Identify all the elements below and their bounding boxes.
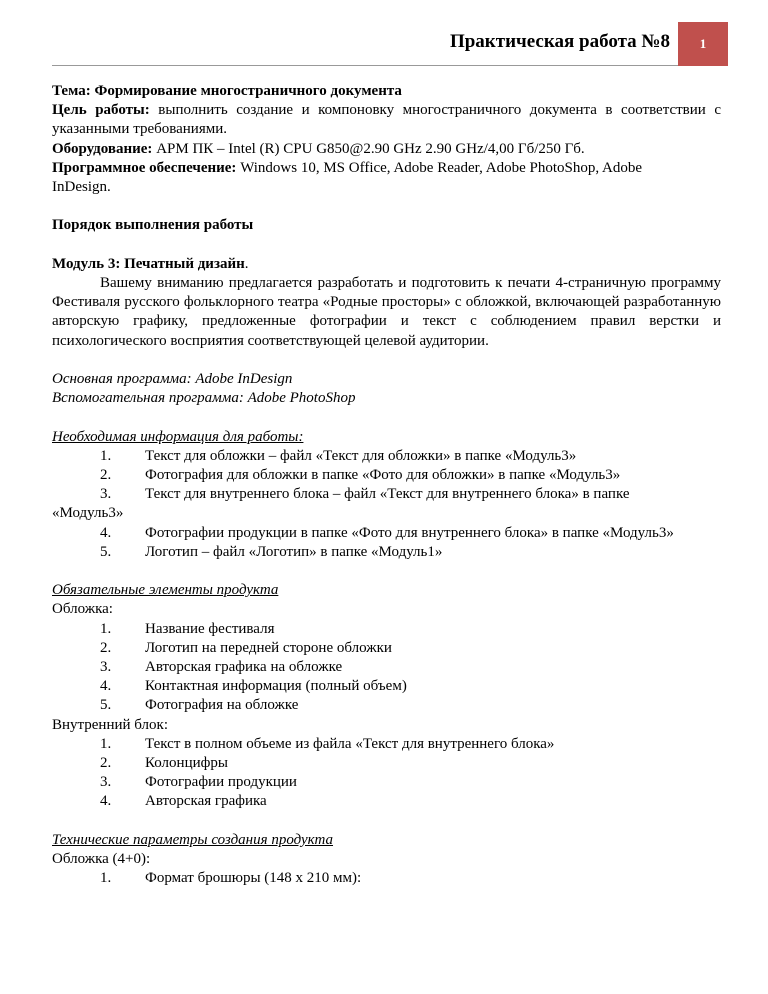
equipment-paragraph bbox=[52, 140, 721, 159]
list-item-text: Авторская графика на обложке bbox=[145, 659, 343, 676]
list-item bbox=[52, 447, 721, 466]
list-item-text: Формат брошюры (148 х 210 мм): bbox=[145, 870, 362, 887]
list-item-number: 4. bbox=[100, 524, 112, 541]
technical-heading: Технические параметры создания продукта bbox=[52, 831, 334, 848]
list-item bbox=[52, 869, 721, 888]
list-item-text: Текст для обложки – файл «Текст для обложки» в папке «Модуль3» bbox=[145, 447, 577, 464]
page-number-badge: 1 bbox=[678, 22, 728, 66]
list-item-text: Авторская графика bbox=[145, 793, 267, 810]
list-item-text: Колонцифры bbox=[145, 755, 228, 772]
technical-cover-label: Обложка (4+0): bbox=[52, 851, 151, 868]
list-item-number: 1. bbox=[100, 870, 112, 887]
list-item-text: Название фестиваля bbox=[145, 620, 275, 637]
list-item-number: 2. bbox=[100, 639, 112, 656]
list-item bbox=[52, 543, 721, 562]
list-item-number: 3. bbox=[100, 659, 112, 676]
list-item-text: Контактная информация (полный объем) bbox=[145, 678, 407, 695]
software-text: Windows 10, MS Office, Adobe Reader, Adobe PhotoShop, Adobe InDesign. bbox=[52, 159, 643, 196]
list-item bbox=[52, 696, 721, 715]
list-item-number: 2. bbox=[100, 755, 112, 772]
list-item-number: 3. bbox=[100, 486, 112, 503]
software-paragraph bbox=[52, 159, 667, 197]
list-item bbox=[52, 754, 721, 773]
list-item-number: 4. bbox=[100, 678, 112, 695]
list-item bbox=[52, 620, 721, 639]
list-item-number: 1. bbox=[100, 620, 112, 637]
list-item-number: 4. bbox=[100, 793, 112, 810]
aux-program: Вспомогательная программа: Adobe PhotoShop bbox=[52, 390, 356, 407]
goal-text: выполнить создание и компоновку многостраничного документа в соответствии с указанными требованиями. bbox=[52, 102, 722, 138]
module-heading-dot: . bbox=[244, 255, 249, 272]
list-item-text: Логотип – файл «Логотип» в папке «Модуль1» bbox=[145, 543, 443, 560]
list-item bbox=[52, 792, 721, 811]
list-item-number: 1. bbox=[100, 735, 112, 752]
cover-label: Обложка: bbox=[52, 601, 113, 618]
equipment-text: АРМ ПК – Intel (R) CPU G850@2.90 GHz 2.90 GHz/4,00 Гб/250 Гб. bbox=[156, 140, 585, 157]
list-item-text: Логотип на передней стороне обложки bbox=[145, 639, 392, 656]
list-item-text: Текст в полном объеме из файла «Текст для внутреннего блока» bbox=[145, 735, 555, 752]
list-item-text: Фотография для обложки в папке «Фото для обложки» в папке «Модуль3» bbox=[145, 467, 621, 483]
list-item bbox=[52, 658, 721, 677]
equipment-label: Оборудование: bbox=[52, 140, 153, 157]
list-item bbox=[52, 677, 721, 696]
list-item-number: 1. bbox=[100, 447, 112, 464]
goal-paragraph bbox=[52, 101, 721, 139]
list-item-number: 5. bbox=[100, 697, 112, 714]
list-item bbox=[52, 773, 721, 792]
procedure-heading: Порядок выполнения работы bbox=[52, 217, 254, 234]
list-item bbox=[52, 466, 721, 485]
list-item-text: Фотографии продукции в папке «Фото для внутреннего блока» в папке «Модуль3» bbox=[145, 524, 674, 541]
list-item-number: 5. bbox=[100, 543, 112, 560]
list-item bbox=[52, 639, 721, 658]
page-header-title: Практическая работа №8 bbox=[449, 31, 670, 52]
mandatory-heading: Обязательные элементы продукта bbox=[52, 582, 279, 599]
list-item-text: Фотография на обложке bbox=[145, 697, 299, 714]
inner-block-label: Внутренний блок: bbox=[52, 716, 168, 733]
list-item bbox=[52, 735, 721, 754]
module-heading-line bbox=[52, 255, 721, 274]
list-item-text: Фотографии продукции bbox=[145, 774, 297, 791]
list-item-continuation: «Модуль3» bbox=[52, 505, 124, 522]
list-item-number: 3. bbox=[100, 774, 112, 791]
software-label: Программное обеспечение: bbox=[52, 159, 237, 176]
topic-line: Тема: Формирование многостраничного документа bbox=[52, 83, 402, 99]
list-item bbox=[52, 485, 721, 504]
document-body bbox=[52, 82, 721, 888]
list-item-text: Текст для внутреннего блока – файл «Текст для внутреннего блока» в папке bbox=[145, 486, 630, 503]
goal-label: Цель работы: bbox=[52, 102, 150, 119]
list-item bbox=[52, 524, 721, 543]
module-heading: Модуль 3: Печатный дизайн bbox=[52, 255, 245, 272]
list-item-number: 2. bbox=[100, 467, 112, 483]
module-paragraph: Вашему вниманию предлагается разработать и подготовить к печати 4-страничную программу Фестиваля русского фольклорного театра «Родные просторы» с обложкой, включающей разработанную авторскую графику, предложенные фотографии и текст с соблюдением правил верстки и психологического восприятия соответствующей целевой аудитории. bbox=[52, 275, 721, 349]
main-program: Основная программа: Adobe InDesign bbox=[52, 371, 293, 387]
header-divider bbox=[52, 65, 678, 66]
required-info-heading: Необходимая информация для работы: bbox=[52, 428, 304, 445]
